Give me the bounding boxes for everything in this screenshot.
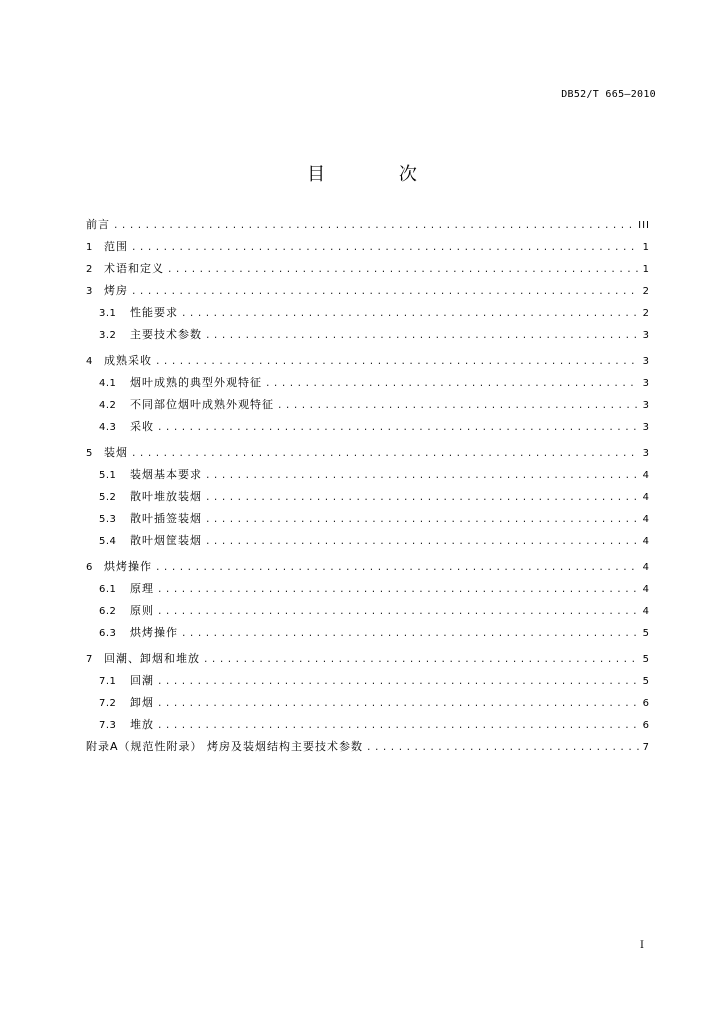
toc-entry-number: 4.3 (99, 422, 117, 433)
toc-dot-leader (277, 398, 639, 415)
toc-entry-label: 附录A（规范性附录） 烤房及装烟结构主要技术参数 (86, 740, 364, 753)
toc-entry-number: 2 (86, 264, 93, 275)
toc-entry-label: 装烟基本要求 (130, 468, 202, 481)
toc-entry-label: 回潮 (130, 674, 154, 687)
toc-entry-label: 前言 (86, 218, 110, 231)
page-number: I (640, 940, 644, 951)
toc-entry-label: 堆放 (130, 718, 154, 731)
toc-entry[interactable] (86, 602, 650, 619)
toc-entry-number: 7.2 (99, 698, 117, 709)
toc-entry[interactable] (86, 352, 650, 369)
toc-entry-page: 4 (642, 536, 650, 547)
toc-entry-page: 1 (642, 242, 650, 253)
toc-entry-number: 4.2 (99, 400, 117, 411)
toc-entry-label: 烟叶成熟的典型外观特征 (130, 376, 262, 389)
toc-entry-page: 4 (642, 562, 650, 573)
toc-entry-page: 7 (642, 742, 650, 753)
toc-entry-label: 烘烤操作 (130, 626, 178, 639)
toc-entry-number: 5.4 (99, 536, 117, 547)
toc-entry-number: 7.3 (99, 720, 117, 731)
toc-entry-page: 3 (642, 400, 650, 411)
toc-entry-number: 1 (86, 242, 93, 253)
toc-entry-number: 4 (86, 356, 93, 367)
toc-dot-leader (157, 696, 639, 713)
toc-entry-number: 3.1 (99, 308, 117, 319)
toc-dot-leader (113, 218, 635, 235)
toc-entry[interactable] (86, 282, 650, 299)
toc-dot-leader (131, 240, 639, 257)
toc-entry-label: 烘烤操作 (104, 560, 152, 573)
toc-entry-page: 5 (642, 676, 650, 687)
toc-entry-label: 散叶烟筐装烟 (130, 534, 202, 547)
toc-entry-number: 6 (86, 562, 93, 573)
toc-entry-number: 7.1 (99, 676, 117, 687)
toc-entry-page: 4 (642, 584, 650, 595)
toc-entry[interactable] (86, 260, 650, 277)
toc-entry-label: 原则 (130, 604, 154, 617)
toc-entry-page: 3 (642, 448, 650, 459)
toc-dot-leader (155, 560, 639, 577)
standard-code: DB52/T 665—2010 (561, 89, 656, 100)
toc-entry-label: 原理 (130, 582, 154, 595)
toc-entry-label: 主要技术参数 (130, 328, 202, 341)
toc-entry-page: 1 (642, 264, 650, 275)
toc-dot-leader (265, 376, 639, 393)
toc-entry[interactable] (86, 238, 650, 255)
toc-entry-label: 散叶插签装烟 (130, 512, 202, 525)
table-of-contents (86, 216, 650, 760)
toc-entry[interactable] (86, 396, 650, 413)
toc-entry[interactable] (86, 418, 650, 435)
toc-entry-number: 3.2 (99, 330, 117, 341)
toc-dot-leader (157, 604, 639, 621)
toc-entry-page: 4 (642, 492, 650, 503)
toc-entry[interactable] (86, 510, 650, 527)
toc-entry-page: 3 (642, 330, 650, 341)
toc-entry[interactable] (86, 216, 650, 233)
toc-entry[interactable] (86, 374, 650, 391)
toc-entry-label: 回潮、卸烟和堆放 (104, 652, 200, 665)
toc-entry-page: 4 (642, 470, 650, 481)
toc-entry-page: III (638, 220, 650, 231)
toc-entry-number: 6.2 (99, 606, 117, 617)
toc-dot-leader (203, 652, 639, 669)
toc-entry-number: 5 (86, 448, 93, 459)
toc-entry-number: 7 (86, 654, 93, 665)
toc-entry-number: 5.2 (99, 492, 117, 503)
toc-entry-page: 4 (642, 606, 650, 617)
toc-entry-number: 5.1 (99, 470, 117, 481)
toc-entry-number: 5.3 (99, 514, 117, 525)
toc-entry[interactable] (86, 532, 650, 549)
toc-entry-number: 6.3 (99, 628, 117, 639)
toc-dot-leader (155, 354, 639, 371)
toc-entry-page: 5 (642, 628, 650, 639)
toc-dot-leader (131, 446, 639, 463)
toc-entry-page: 2 (642, 308, 650, 319)
toc-dot-leader (181, 306, 639, 323)
toc-entry-page: 5 (642, 654, 650, 665)
toc-entry-label: 性能要求 (130, 306, 178, 319)
toc-dot-leader (205, 468, 639, 485)
toc-entry-label: 卸烟 (130, 696, 154, 709)
toc-entry[interactable] (86, 672, 650, 689)
toc-entry-label: 散叶堆放装烟 (130, 490, 202, 503)
toc-dot-leader (205, 512, 639, 529)
toc-entry[interactable] (86, 580, 650, 597)
toc-entry-number: 6.1 (99, 584, 117, 595)
toc-entry-page: 6 (642, 698, 650, 709)
toc-entry[interactable] (86, 716, 650, 733)
toc-dot-leader (157, 582, 639, 599)
toc-entry[interactable] (86, 466, 650, 483)
toc-entry-page: 3 (642, 356, 650, 367)
toc-entry[interactable] (86, 304, 650, 321)
toc-entry-number: 3 (86, 286, 93, 297)
toc-entry-label: 烤房 (104, 284, 128, 297)
toc-entry-page: 2 (642, 286, 650, 297)
toc-entry[interactable] (86, 326, 650, 343)
toc-entry-page: 3 (642, 422, 650, 433)
toc-dot-leader (205, 328, 639, 345)
toc-entry[interactable] (86, 558, 650, 575)
toc-dot-leader (157, 420, 639, 437)
toc-entry[interactable] (86, 650, 650, 667)
toc-entry[interactable] (86, 624, 650, 641)
toc-entry-page: 6 (642, 720, 650, 731)
toc-dot-leader (167, 262, 639, 279)
toc-entry-number: 4.1 (99, 378, 117, 389)
toc-dot-leader (131, 284, 639, 301)
toc-entry-label: 采收 (130, 420, 154, 433)
toc-entry[interactable] (86, 488, 650, 505)
toc-entry[interactable] (86, 444, 650, 461)
toc-entry-page: 4 (642, 514, 650, 525)
toc-entry-label: 不同部位烟叶成熟外观特征 (130, 398, 274, 411)
toc-entry-label: 术语和定义 (104, 262, 164, 275)
toc-entry[interactable] (86, 738, 650, 755)
toc-dot-leader (157, 674, 639, 691)
toc-dot-leader (366, 740, 639, 757)
toc-dot-leader (181, 626, 639, 643)
toc-entry-label: 装烟 (104, 446, 128, 459)
page-title: 目 次 (307, 164, 451, 185)
toc-entry-page: 3 (642, 378, 650, 389)
toc-entry[interactable] (86, 694, 650, 711)
toc-dot-leader (205, 534, 639, 551)
toc-entry-label: 成熟采收 (104, 354, 152, 367)
toc-dot-leader (205, 490, 639, 507)
toc-entry-label: 范围 (104, 240, 128, 253)
toc-dot-leader (157, 718, 639, 735)
